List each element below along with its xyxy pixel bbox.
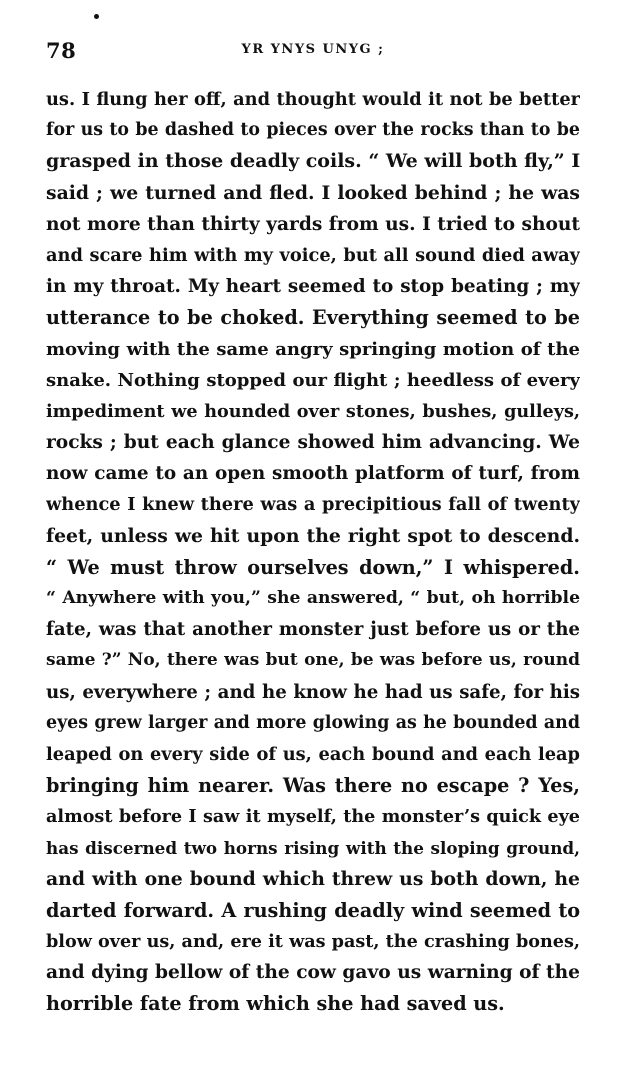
text-line: has discerned two horns rising with the sloping ground, <box>46 837 580 858</box>
text-line: us. I flung her off, and thought would it not be better <box>46 89 580 110</box>
text-line: moving with the same angry springing motion of the <box>46 338 580 360</box>
text-line: fate, was that another monster just before us or the <box>46 619 580 641</box>
text-line: horrible fate from which she had saved us. <box>46 992 505 1016</box>
text-line: same ?” No, there was but one, be was before us, round <box>46 650 580 671</box>
text-line: now came to an open smooth platform of turf, from <box>46 463 580 485</box>
text-line: leaped on every side of us, each bound and each leap <box>46 743 580 765</box>
text-line: grasped in those deadly coils. “ We will both fly,” I <box>46 150 580 173</box>
text-line: and dying bellow of the cow gavo us warning of the <box>46 962 580 984</box>
text-line: eyes grew larger and more glowing as he bounded and <box>46 712 580 733</box>
text-line: for us to be dashed to pieces over the rocks than to be <box>46 120 580 141</box>
text-line: utterance to be choked. Everything seemed to be <box>46 306 580 330</box>
text-line: snake. Nothing stopped our flight ; heedless of every <box>46 369 580 391</box>
text-line: feet, unless we hit upon the right spot to descend. <box>46 524 580 547</box>
text-line: bringing him nearer. Was there no escape ? Yes, <box>46 774 580 798</box>
running-title: YR YNYS UNYG ; <box>241 42 385 57</box>
text-line: “ We must throw ourselves down,” I whispered. <box>46 555 580 579</box>
ink-speck <box>94 14 99 19</box>
text-line: darted forward. A rushing deadly wind seemed to <box>46 898 580 922</box>
text-line: us, everywhere ; and he know he had us safe, for his <box>46 681 580 703</box>
text-line: whence I knew there was a precipitious fall of twenty <box>46 494 580 516</box>
text-line: impediment we hounded over stones, bushes, gulleys, <box>46 400 580 422</box>
text-line: almost before I saw it myself, the monster’s quick eye <box>46 806 580 828</box>
text-line: “ Anywhere with you,” she answered, “ but, oh horrible <box>46 588 580 608</box>
text-line: rocks ; but each glance showed him advancing. We <box>46 432 580 454</box>
body-text <box>46 84 580 1020</box>
text-line: in my throat. My heart seemed to stop beating ; my <box>46 276 580 298</box>
page-number: 78 <box>46 38 77 63</box>
text-line: and scare him with my voice, but all sound died away <box>46 244 580 266</box>
text-line: and with one bound which threw us both down, he <box>46 867 580 890</box>
text-line: not more than thirty yards from us. I tried to shout <box>46 213 580 235</box>
text-line: blow over us, and, ere it was past, the crashing bones, <box>46 931 580 953</box>
text-line: said ; we turned and fled. I looked behind ; he was <box>46 181 580 204</box>
page-header <box>46 38 580 66</box>
